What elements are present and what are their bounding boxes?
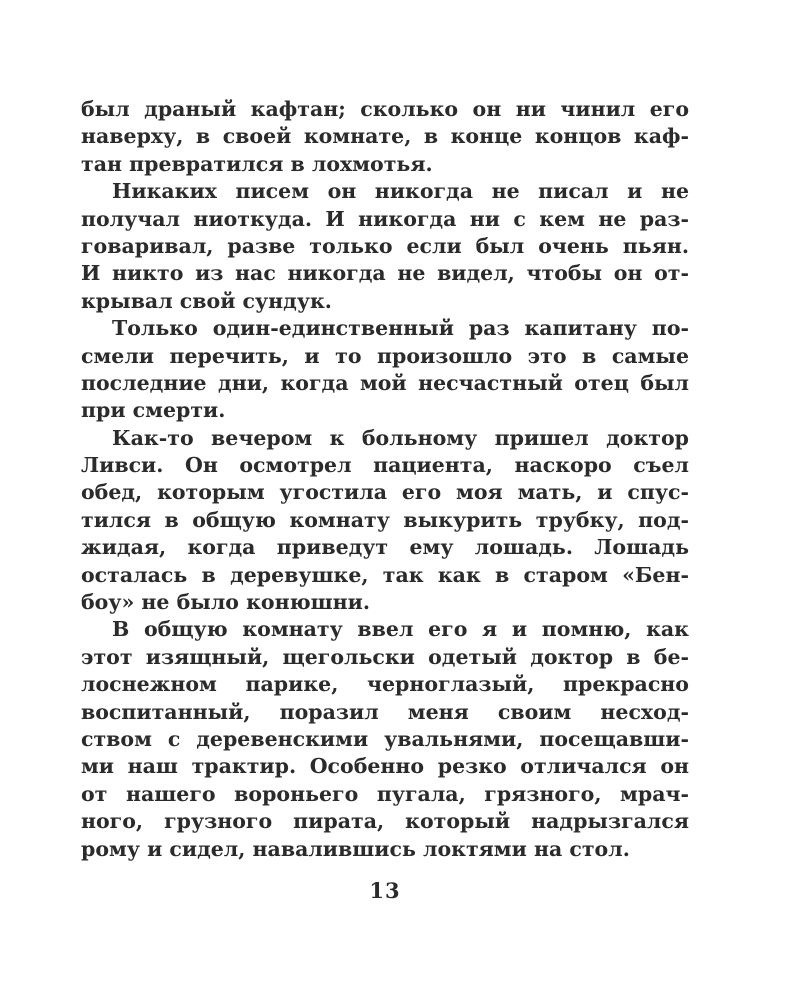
text-line: воспитанный, поразил меня своим несход- [81, 699, 689, 724]
text-line: ми наш трактир. Особенно резко отличался он [81, 754, 689, 779]
paragraph [81, 178, 689, 315]
text-line: тан превратился в лохмотья. [81, 151, 433, 176]
text-line: получал ниоткуда. И никогда ни с кем не раз- [81, 206, 689, 231]
paragraph [81, 425, 689, 617]
text-line: крывал свой сундук. [81, 288, 332, 313]
text-line: боу» не было конюшни. [81, 590, 370, 615]
text-line: тился в общую комнату выкурить трубку, под- [81, 507, 689, 532]
text-line: ного, грузного пирата, который надрызгался [81, 809, 689, 834]
text-line: Только один-единственный раз капитану по- [112, 316, 689, 341]
text-line: был драный кафтан; сколько он ни чинил его [81, 97, 689, 121]
text-line: осталась в деревушке, так как в старом «Бен- [81, 562, 689, 587]
text-line: Никаких писем он никогда не писал и не [112, 179, 689, 204]
text-line: Как-то вечером к больному пришел доктор [112, 425, 689, 450]
text-line: от нашего вороньего пугала, грязного, мрач- [81, 781, 689, 806]
text-line: лоснежном парике, черноглазый, прекрасно [81, 672, 689, 697]
text-line: наверху, в своей комнате, в конце концов каф- [81, 124, 689, 149]
text-line: говаривал, разве только если был очень пьян. [81, 233, 689, 258]
page-number: 13 [369, 878, 401, 903]
text-line: В общую комнату ввел его я и помню, как [112, 617, 689, 642]
text-line: обед, которым угостила его моя мать, и спус- [81, 480, 689, 505]
text-line: при смерти. [81, 398, 226, 423]
text-line: Ливси. Он осмотрел пациента, наскоро съел [81, 453, 689, 478]
text-line: смели перечить, и то произошло это в самые [81, 343, 689, 368]
text-line: И никто из нас никогда не видел, чтобы он от- [81, 261, 689, 286]
text-line: последние дни, когда мой несчастный отец был [81, 370, 689, 395]
paragraph [81, 616, 689, 863]
paragraph [81, 315, 689, 425]
paragraph [81, 96, 689, 178]
body-text [81, 96, 689, 863]
text-line: рому и сидел, навалившись локтями на стол. [81, 836, 630, 861]
text-line: ством с деревенскими увальнями, посещавши- [81, 726, 689, 751]
text-line: этот изящный, щегольски одетый доктор в бе- [81, 644, 689, 669]
text-line: жидая, когда приведут ему лошадь. Лошадь [81, 535, 689, 560]
